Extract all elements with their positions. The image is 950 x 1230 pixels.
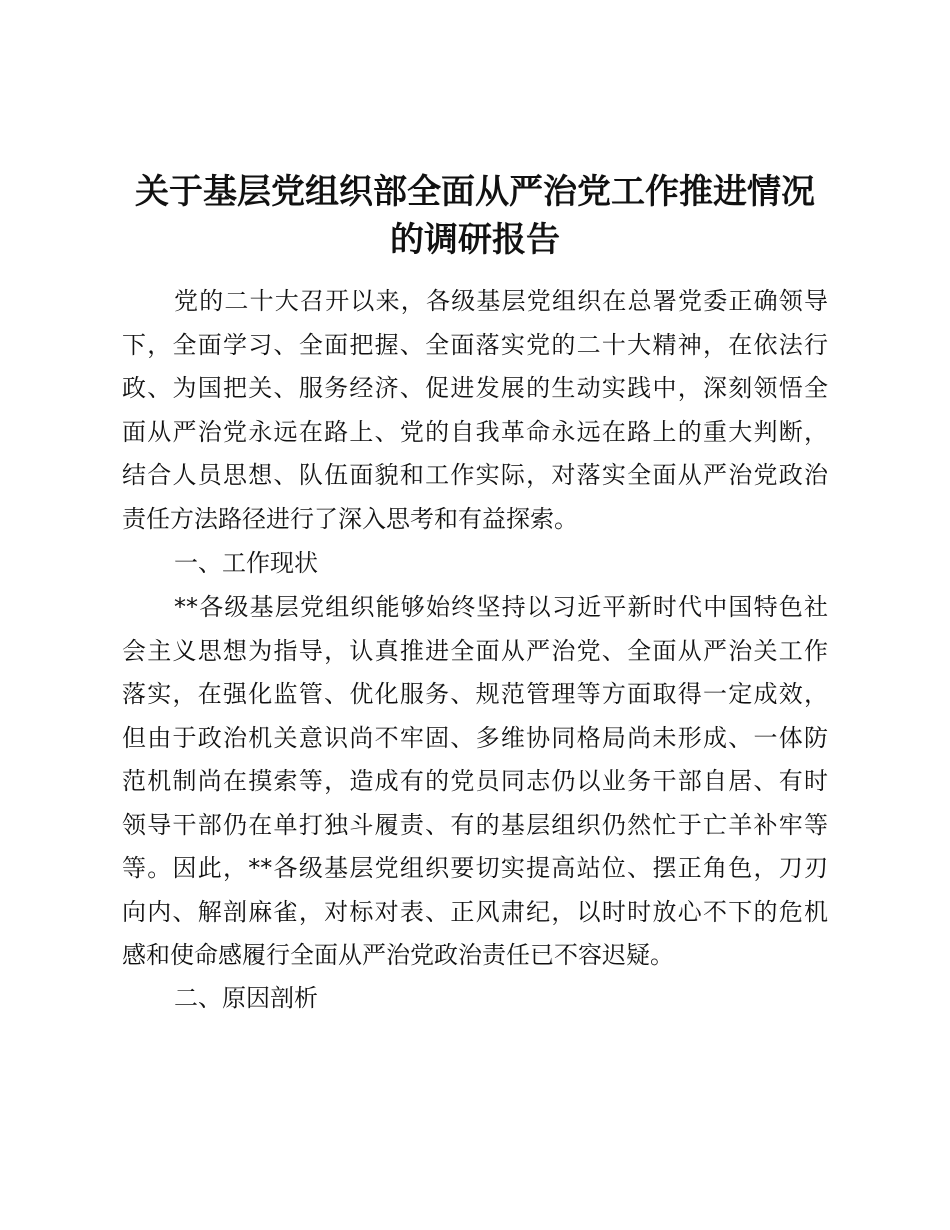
paragraph-line: 但由于政治机关意识尚不牢固、多维协同格局尚未形成、一体防 <box>122 723 828 752</box>
paragraph-line: 责任方法路径进行了深入思考和有益探索。 <box>122 504 578 533</box>
paragraph-line: 下，全面学习、全面把握、全面落实党的二十大精神，在依法行 <box>122 330 828 359</box>
paragraph-line: 领导干部仍在单打独斗履责、有的基层组织仍然忙于亡羊补牢等 <box>122 810 828 839</box>
section-heading-current-status: 一、工作现状 <box>174 549 318 577</box>
section-heading-cause-analysis: 二、原因剖析 <box>174 984 318 1012</box>
paragraph-line: 等。因此，**各级基层党组织要切实提高站位、摆正角色，刀刃 <box>122 854 828 882</box>
paragraph-line: 党的二十大召开以来，各级基层党组织在总署党委正确领导 <box>174 287 828 315</box>
paragraph-line: 会主义思想为指导，认真推进全面从严治党、全面从严治关工作 <box>122 636 828 665</box>
document-title-line-2: 的调研报告 <box>390 220 560 260</box>
paragraph-line: **各级基层党组织能够始终坚持以习近平新时代中国特色社 <box>174 593 828 621</box>
paragraph-line: 结合人员思想、队伍面貌和工作实际，对落实全面从严治党政治 <box>122 461 828 489</box>
paragraph-current-status <box>122 586 828 978</box>
paragraph-line: 向内、解剖麻雀，对标对表、正风肃纪，以时时放心不下的危机 <box>122 897 828 926</box>
paragraph-line: 政、为国把关、服务经济、促进发展的生动实践中，深刻领悟全 <box>122 374 828 402</box>
paragraph-intro <box>122 280 828 541</box>
paragraph-line: 感和使命感履行全面从严治党政治责任已不容迟疑。 <box>122 941 674 969</box>
paragraph-line: 范机制尚在摸索等，造成有的党员同志仍以业务干部自居、有时 <box>122 767 828 795</box>
paragraph-line: 落实，在强化监管、优化服务、规范管理等方面取得一定成效， <box>122 680 828 708</box>
paragraph-line: 面从严治党永远在路上、党的自我革命永远在路上的重大判断， <box>122 417 828 446</box>
document-title-line-1: 关于基层党组织部全面从严治党工作推进情况 <box>135 172 815 212</box>
